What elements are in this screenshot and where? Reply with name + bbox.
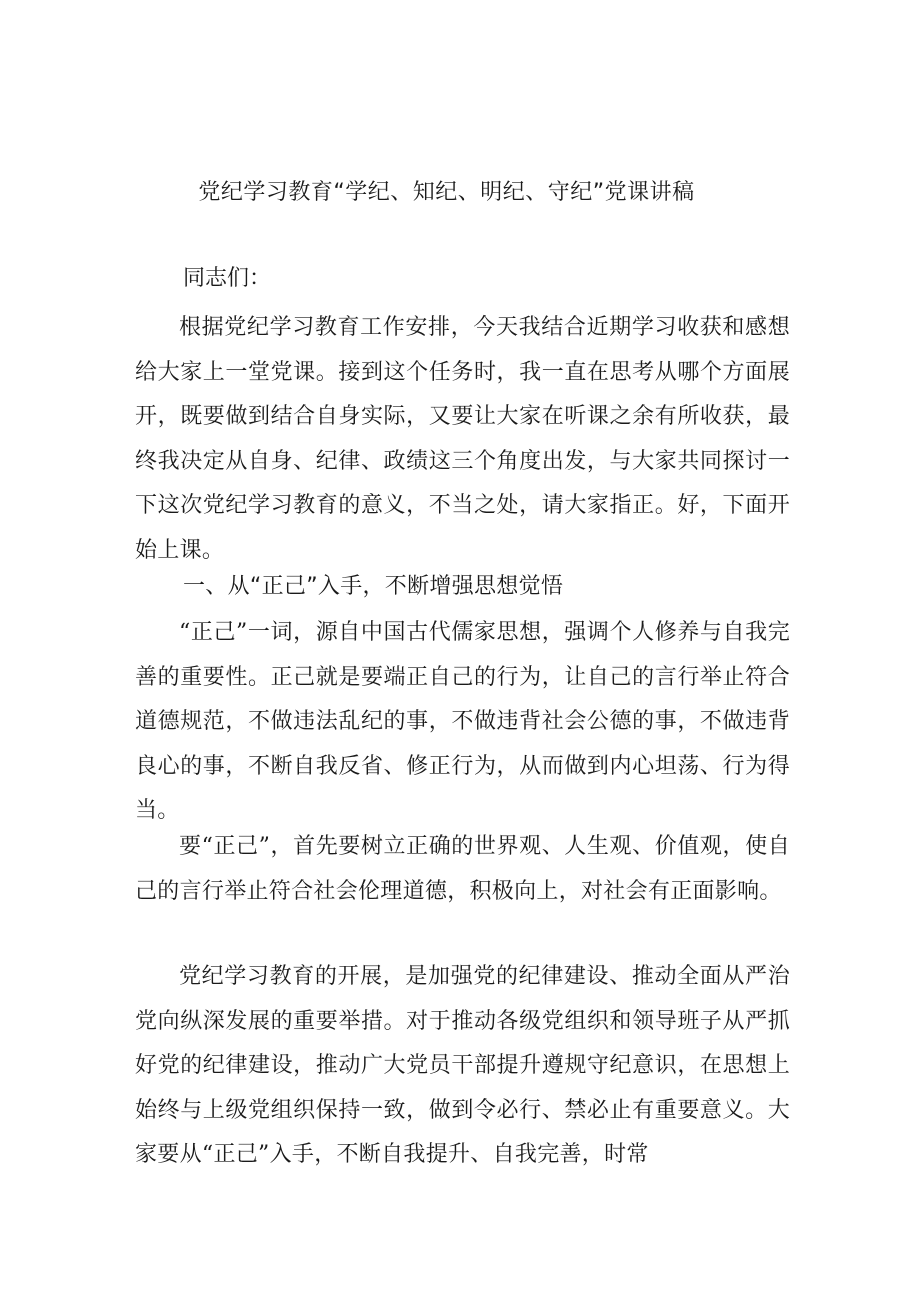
intro-paragraph: 根据党纪学习教育工作安排，今天我结合近期学习收获和感想给大家上一堂党课。接到这个任务时，我一直在思考从哪个方面展开，既要做到结合自身实际，又要让大家在听课之余有所收获，最终我决定从自身、纪律、政绩这三个角度出发，与大家共同探讨一下这次党纪学习教育的意义，不当之处，请大家指正。好，下面开始上课。	[135, 315, 790, 563]
paragraph-3: 党纪学习教育的开展，是加强党的纪律建设、推动全面从严治党向纵深发展的重要举措。对于推动各级党组织和领导班子从严抓好党的纪律建设，推动广大党员干部提升遵规守纪意识，在思想上始终与上级党组织保持一致，做到令必行、禁必止有重要意义。大家要从“正己”入手，不断自我提升、自我完善，时常	[135, 964, 790, 1168]
paragraph-1: “正己”一词，源自中国古代儒家思想，强调个人修养与自我完善的重要性。正己就是要端正自己的行为，让自己的言行举止符合道德规范，不做违法乱纪的事，不做违背社会公德的事，不做违背良心的事，不断自我反省、修正行为，从而做到内心坦荡、行为得当。	[135, 620, 790, 824]
document-title: 党纪学习教育“学纪、知纪、明纪、守纪”党课讲稿	[198, 180, 695, 205]
greeting: 同志们：	[183, 266, 272, 291]
section1-block-a	[135, 611, 790, 834]
section-heading-1: 一、从“正己”入手，不断增强思想觉悟	[183, 574, 564, 599]
intro-block	[135, 306, 790, 574]
section1-block-c	[135, 955, 790, 1178]
section1-block-b	[135, 825, 790, 914]
paragraph-2: 要“正己”，首先要树立正确的世界观、人生观、价值观，使自己的言行举止符合社会伦理道德，积极向上，对社会有正面影响。	[135, 834, 790, 904]
